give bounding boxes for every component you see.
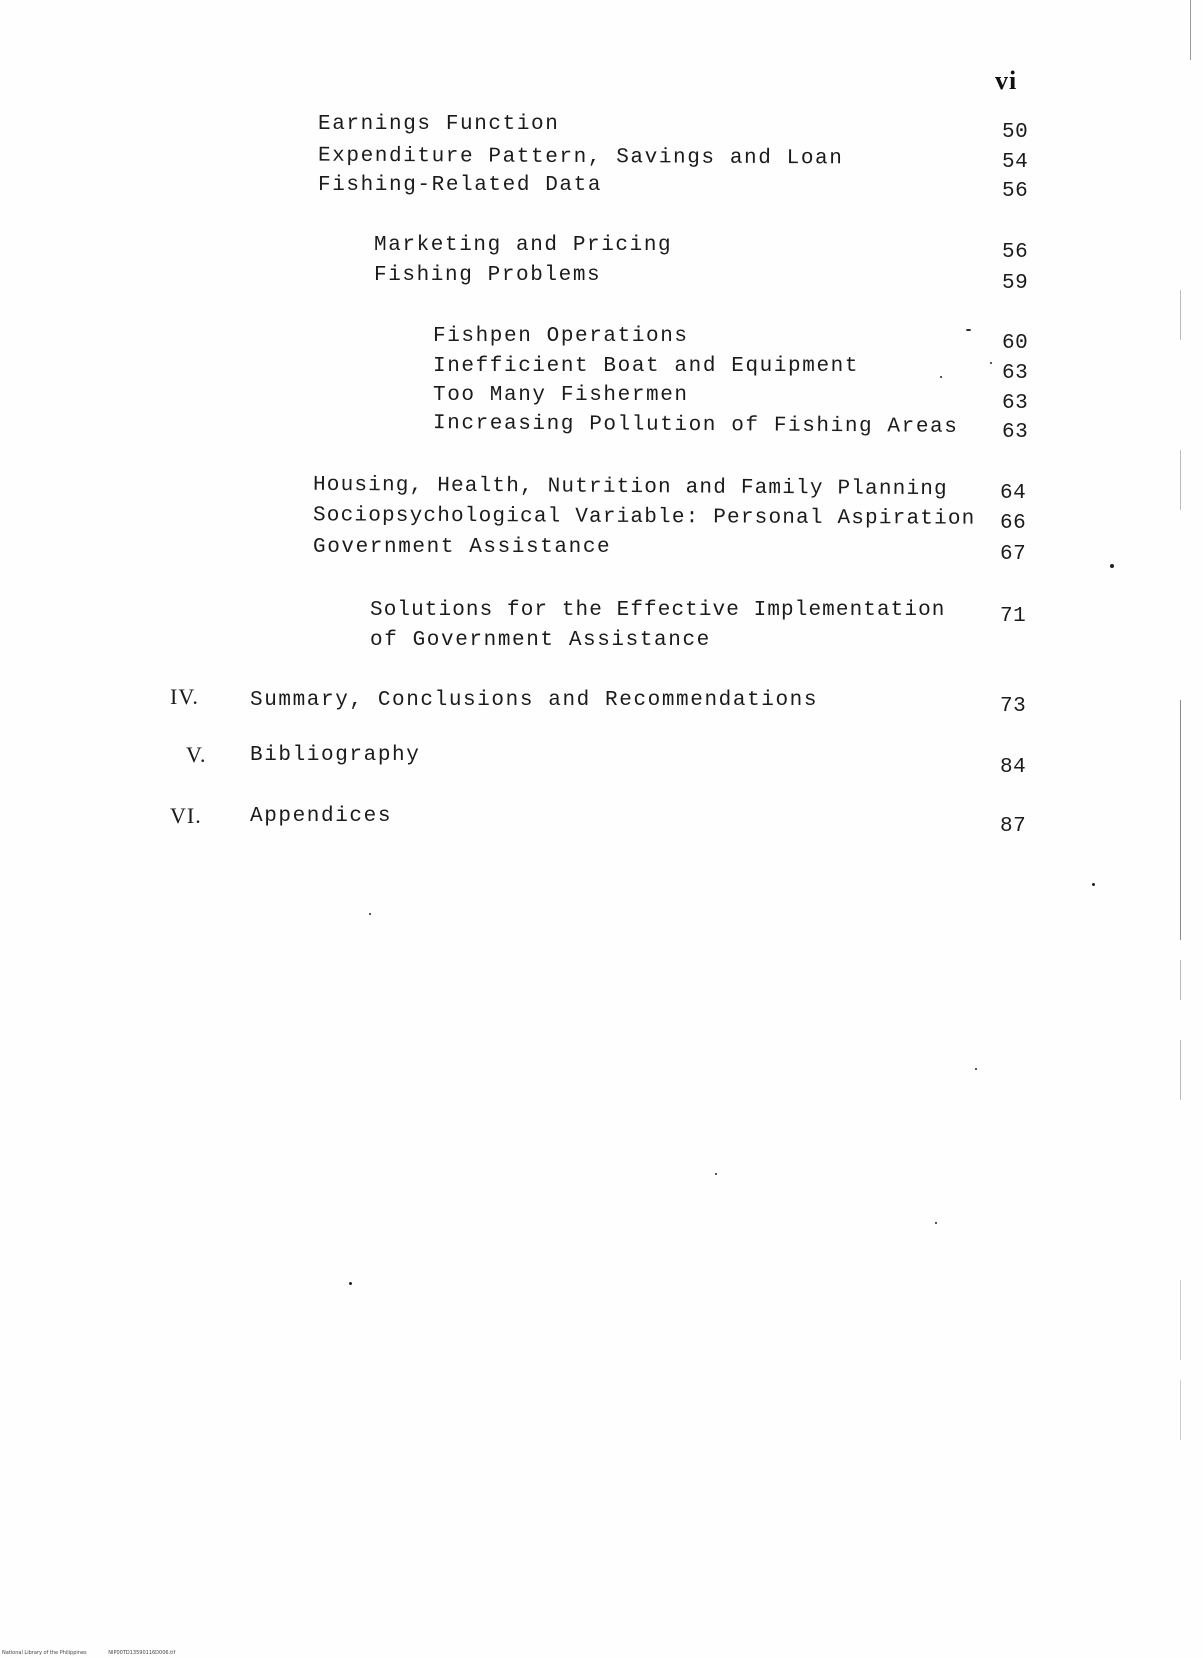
toc-page-number: 73	[1000, 695, 1027, 718]
scan-speck	[349, 1282, 352, 1285]
toc-entry-sociopsychological[interactable]	[313, 501, 976, 534]
toc-entry-increasing-pollution[interactable]	[433, 409, 959, 443]
toc-page-number: 63	[1002, 421, 1029, 444]
toc-page-number: 60	[1002, 332, 1029, 355]
toc-entry-title: Increasing Pollution of Fishing Areas	[432, 412, 959, 439]
toc-entry-title: Inefficient Boat and Equipment	[433, 355, 860, 378]
toc-page-number: 87	[1000, 815, 1027, 838]
toc-page-number: 84	[1000, 756, 1027, 779]
scan-speck	[1110, 564, 1114, 568]
scan-speck	[940, 376, 942, 378]
toc-entry-solutions[interactable]	[370, 596, 946, 626]
toc-chapter-appendices[interactable]	[250, 802, 392, 832]
toc-chapter-title: Summary, Conclusions and Recommendations	[250, 689, 819, 712]
chapter-numeral-iv: IV.	[170, 684, 199, 709]
toc-entry-solutions-continued	[370, 626, 711, 656]
toc-page-number: 63	[1002, 362, 1029, 385]
toc-entry-title: Earnings Function	[318, 113, 560, 136]
toc-page-number: 54	[1002, 151, 1029, 174]
toc-page-number: 67	[1000, 543, 1027, 566]
chapter-numeral-vi: VI.	[170, 803, 202, 828]
page-number: vi	[995, 66, 1018, 95]
scan-speck	[990, 362, 992, 364]
scan-edge-mark	[1180, 290, 1181, 340]
scan-edge-mark	[1180, 1380, 1181, 1440]
toc-entry-title: Housing, Health, Nutrition and Family Planning	[312, 473, 948, 502]
toc-entry-title: Marketing and Pricing	[374, 234, 673, 257]
toc-page-number: 56	[1002, 241, 1029, 264]
toc-entry-earnings-function[interactable]	[318, 110, 559, 140]
chapter-numeral-v: V.	[186, 742, 207, 767]
scan-footer	[2, 1650, 195, 1656]
toc-entry-housing-health[interactable]	[313, 471, 948, 505]
toc-page-number: 71	[1000, 605, 1027, 628]
toc-entry-title: Government Assistance	[313, 536, 612, 559]
scan-edge-mark	[1180, 450, 1181, 510]
scan-edge-mark	[1180, 1280, 1181, 1360]
scan-speck	[966, 329, 971, 331]
scan-edge-mark	[1190, 0, 1191, 60]
scan-speck	[715, 1173, 717, 1175]
toc-entry-title: Expenditure Pattern, Savings and Loan	[317, 144, 844, 171]
scan-speck	[935, 1222, 937, 1224]
scan-edge-mark	[1180, 1040, 1181, 1100]
footer-file-id: NIP00TD13590116D006.tif	[108, 1650, 176, 1656]
toc-page-number: 64	[1000, 482, 1027, 505]
toc-chapter-summary[interactable]	[250, 686, 818, 716]
toc-entry-too-many-fishermen[interactable]	[433, 381, 689, 411]
toc-page-number: 50	[1002, 121, 1029, 144]
toc-entry-title: Fishing-Related Data	[318, 174, 603, 197]
toc-page-number: 56	[1002, 180, 1029, 203]
scan-edge-mark	[1180, 700, 1181, 940]
scan-speck	[369, 913, 371, 915]
toc-entry-fishing-related-data[interactable]	[318, 171, 602, 201]
toc-chapter-title: Bibliography	[250, 744, 421, 767]
scan-speck	[1092, 883, 1095, 886]
scan-edge-mark	[1180, 960, 1181, 1000]
toc-chapter-title: Appendices	[250, 805, 393, 828]
toc-entry-title: Too Many Fishermen	[433, 384, 689, 407]
toc-page-number: 66	[1000, 512, 1027, 535]
toc-entry-marketing-pricing[interactable]	[374, 231, 672, 261]
footer-library: National Library of the Philippines	[2, 1650, 87, 1656]
toc-entry-title: Sociopsychological Variable: Personal Aspiration	[312, 504, 976, 531]
toc-entry-inefficient-boat[interactable]	[433, 352, 859, 382]
toc-entry-fishing-problems[interactable]	[374, 261, 601, 291]
toc-entry-title-line2: of Government Assistance	[370, 629, 711, 652]
toc-entry-expenditure-pattern[interactable]	[318, 142, 844, 175]
toc-page-number: 63	[1002, 392, 1029, 415]
toc-page-number: 59	[1002, 272, 1029, 295]
toc-entry-title: Fishing Problems	[374, 264, 602, 287]
scan-speck	[975, 1068, 977, 1070]
toc-chapter-bibliography[interactable]	[250, 741, 420, 771]
toc-entry-government-assistance[interactable]	[313, 533, 611, 563]
toc-entry-title: Fishpen Operations	[433, 325, 689, 348]
toc-entry-title-line1: Solutions for the Effective Implementation	[370, 599, 946, 622]
toc-entry-fishpen-operations[interactable]	[433, 322, 689, 352]
